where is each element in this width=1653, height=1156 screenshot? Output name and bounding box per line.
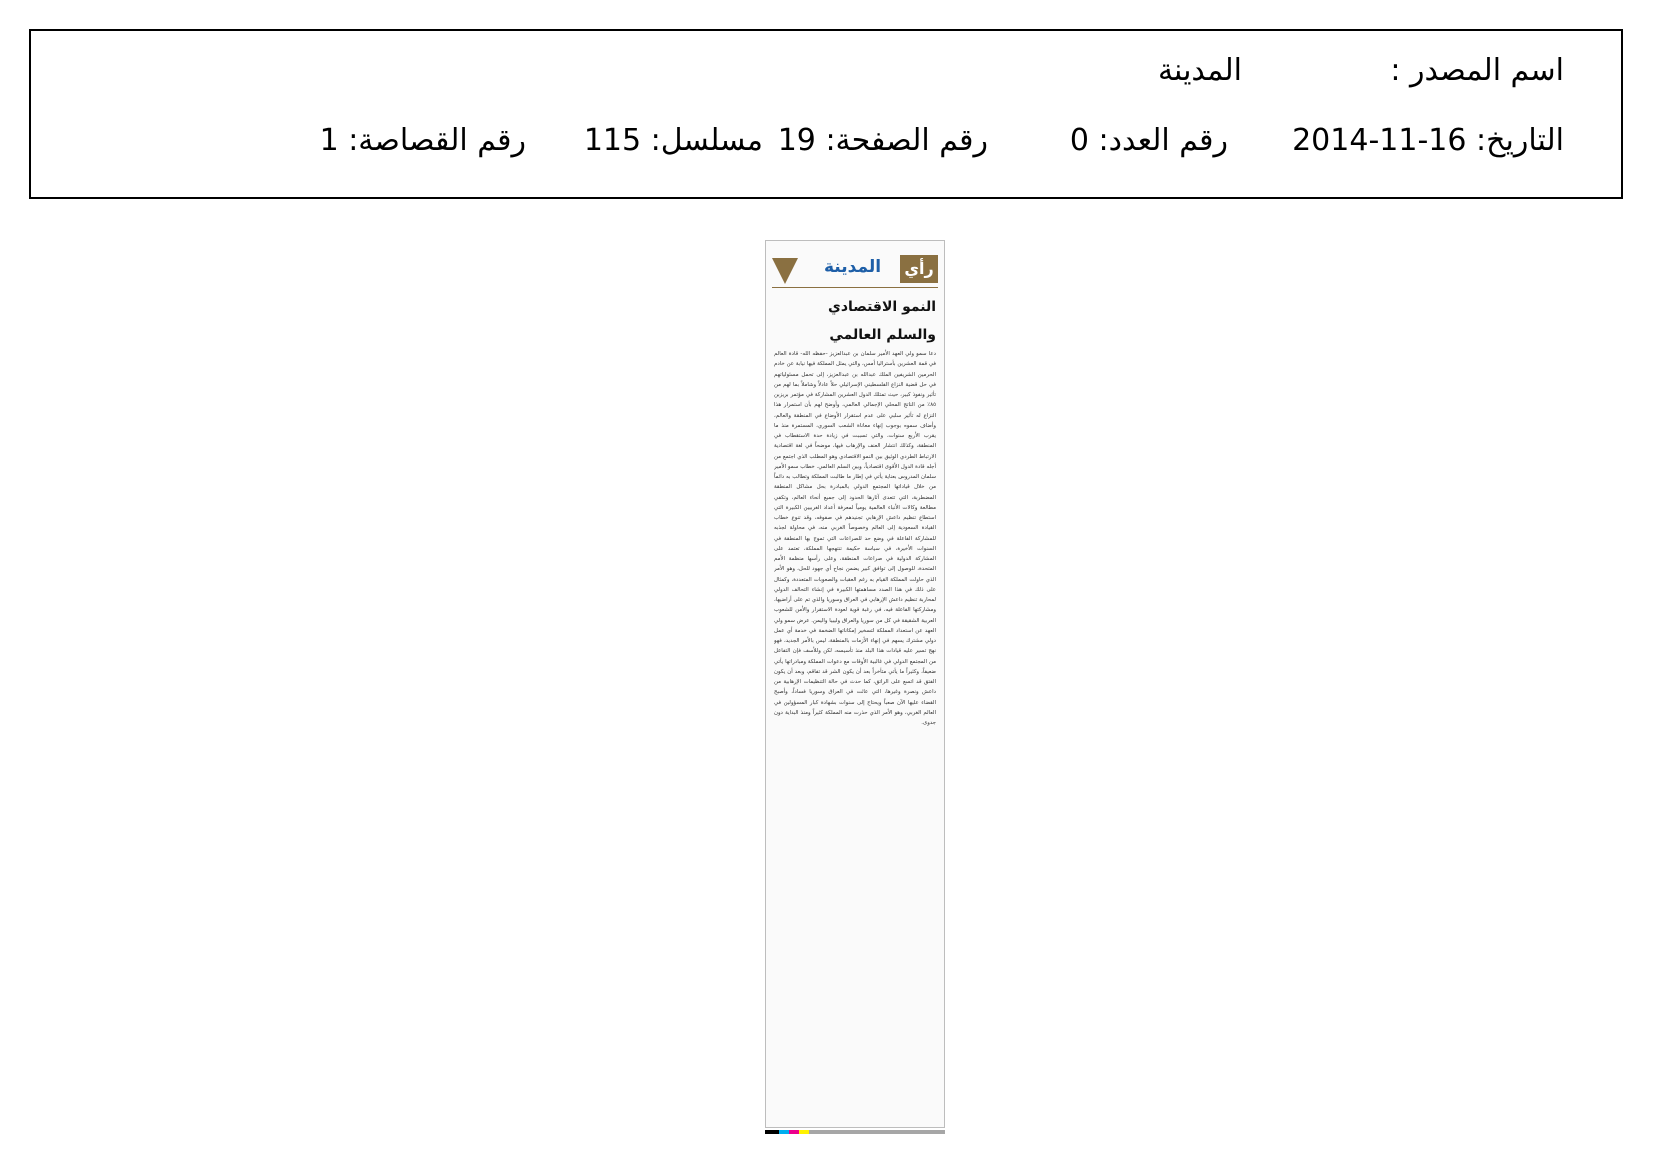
source-info-box [29,29,1623,199]
registration-magenta [789,1130,799,1134]
registration-yellow [799,1130,809,1134]
clip-number-field: رقم القصاصة: 1 [319,123,526,158]
clipping-banner [772,255,938,285]
down-triangle-icon [772,258,798,284]
article-headline [776,293,936,349]
section-label: رأي [900,255,938,283]
newspaper-clipping [765,240,945,1128]
source-label: اسم المصدر : [1390,53,1564,88]
serial-field: مسلسل: 115 [583,123,763,158]
source-value: المدينة [1157,53,1242,88]
page-number-field: رقم الصفحة: 19 [777,123,988,158]
headline-line-2: والسلم العالمي [829,327,936,343]
date-field: التاريخ: 16-11-2014 [1292,123,1564,158]
print-registration-bar [765,1130,945,1134]
newspaper-logo: المدينة [824,257,882,277]
registration-cyan [779,1130,789,1134]
headline-line-1: النمو الاقتصادي [828,299,936,315]
registration-black [765,1130,779,1134]
article-body: دعا سمو ولي العهد الأمير سلمان بن عبدالعزيز -حفظه الله- قادة العالم في قمة العشرين بأستراليا أمس، والتي يمثل المملكة فيها نيابة عن خادم الحرمين الشريفين الملك عبدالله بن عبدالعزيز، إلى تحمل مسئولياتهم في حل قضية النزاع الفلسطيني الإسرائيلي حلاً عادلاً وشاملاً بما لهم من تأثير ونفوذ كبير، حيث تمتلك الدول العشرين المشاركة في مؤتمر بريزبن ٨٥٪ من الناتج المحلي الإجمالي العالمي، وأوضح لهم بأن استمرار هذا النزاع له تأثير سلبي على عدم استقرار الأوضاع في المنطقة والعالم، وأضاف سموه بوجوب إنهاء معاناة الشعب السوري، المستمرة منذ ما يقرب الأربع سنوات، والتي تسببت في زيادة حدة الاستقطاب في المنطقة، وكذلك انتشار العنف والإرهاب فيها، موضحاً في لغة اقتصادية الارتباط الطردي الوثيق بين النمو الاقتصادي وهو المطلب الذي اجتمع من أجله قادة الدول الأقوى اقتصادياً، وبين السلم العالمي. خطاب سمو الأمير سلمان المدروس بعناية يأتي في إطار ما طالبت المملكة وتطالب به دائماً من خلال قياداتها المجتمع الدولي بالمبادرة بحل مشاكل المنطقة المضطربة، التي تتعدى آثارها الحدود إلى جميع أنحاء العالم، وتكفي مطالعة وكالات الأنباء العالمية يومياً لمعرفة أعداد الغربيين الكبيرة التي استطاع تنظيم داعش الإرهابي تجنيدهم في صفوفه، وقد تنوع خطاب القيادة السعودية إلى العالم وخصوصاً الغربي منه، في محاولة لجذبه للمشاركة الفاعلة في وضع حد للصراعات التي تموج بها المنطقة في السنوات الأخيرة، في سياسة حكيمة تنتهجها المملكة، تعتمد على المشاركة الدولية في صراعات المنطقة، وعلى رأسها منظمة الأمم المتحدة، للوصول إلى توافق كبير يضمن نجاح أي جهود للحل، وهو الأمر الذي حاولت المملكة القيام به رغم العقبات والصعوبات المتعددة، وكمثال على ذلك في هذا الصدد مساهمتها الكبيرة في إنشاء التحالف الدولي لمحاربة تنظيم داعش الإرهابي في العراق وسوريا والذي تم على أراضيها، ومشاركتها الفاعلة فيه، في رغبة قوية لعودة الاستقرار والأمن للشعوب العربية الشقيقة في كل من سوريا والعراق وليبيا واليمن. عرض سمو ولي العهد عن استعداد المملكة لتسخير إمكاناتها الضخمة في خدمة أي عمل دولي مشترك يسهم في إنهاء الأزمات بالمنطقة، ليس بالأمر الجديد، فهو نهج تسير عليه قيادات هذا البلد منذ تأسيسه، لكن وللأسف فإن التفاعل من المجتمع الدولي في غالبية الأوقات مع دعوات المملكة ومبادراتها يأتي ضعيفاً، وكثيراً ما يأتي متأخراً بعد أن يكون الشر قد تفاقم، وبعد أن يكون الفتق قد اتسع على الراتق، كما حدث في حالة التنظيمات الإرهابية من داعش ونصرة وغيرها، التي عاثت في العراق وسوريا فساداً، وأصبح القضاء عليها الآن صعباً ويحتاج إلى سنوات بشهادة كبار المسؤولين في العالم الغربي، وهو الأمر الذي حذرت منه المملكة كثيراً ومنذ البداية دون جدوى. [774,351,936,726]
banner-divider [772,287,938,288]
issue-number-field: رقم العدد: 0 [1069,123,1228,158]
